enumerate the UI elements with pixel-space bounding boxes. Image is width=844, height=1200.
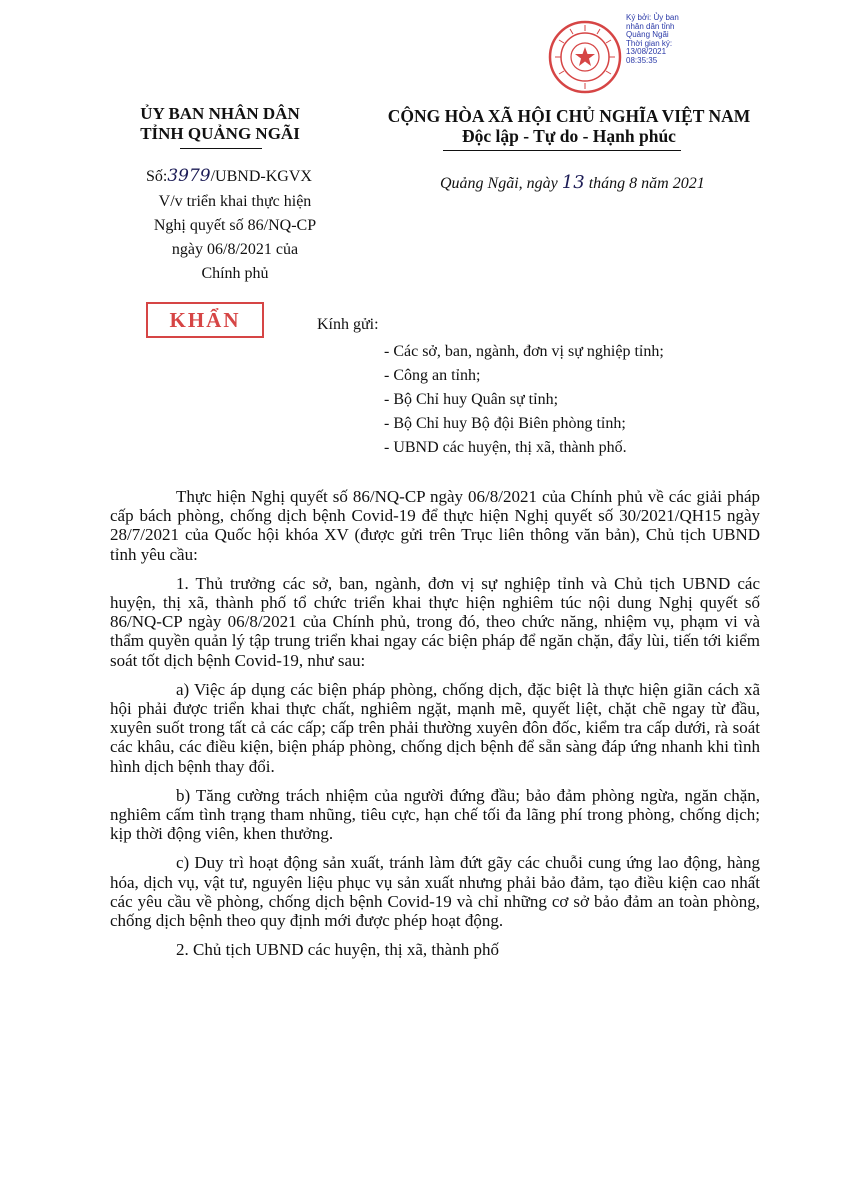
digital-signature-info: [626, 14, 706, 66]
body-paragraph-item-1a: a) Việc áp dụng các biện pháp phòng, chống dịch, đặc biệt là thực hiện giãn cách xã hội phải được triển khai thực chất, nghiêm ngặt, mạnh mẽ, quyết liệt, chặt chẽ ngay từ đầu, xuyên suốt trong tất cả các cấp; cấp trên phải thường xuyên đôn đốc, kiểm tra cấp dưới, rà soát các khâu, các điều kiện, biện pháp phòng, chống dịch bệnh để sẵn sàng đáp ứng nhanh khi tình hình dịch bệnh thay đổi.: [110, 679, 760, 776]
signature-line: Thời gian ký:: [626, 38, 673, 48]
subject-line: ngày 06/8/2021 của: [171, 241, 299, 258]
recipient-item: - Bộ Chỉ huy Bộ đội Biên phòng tỉnh;: [384, 415, 626, 432]
official-seal-icon: [548, 20, 622, 94]
subject-line: Nghị quyết số 86/NQ-CP: [153, 217, 317, 234]
body-paragraph-item-1c: c) Duy trì hoạt động sản xuất, tránh làm đứt gãy các chuỗi cung ứng lao động, hàng hóa, dịch vụ, vật tư, nguyên liệu phục vụ sản xuất nhưng phải bảo đảm, tạo điều kiện cao nhất các yêu cầu về phòng, chống dịch bệnh Covid-19 và chỉ những cơ sở bảo đảm an toàn phòng, chống dịch bệnh theo quy định mới được phép hoạt động.: [110, 853, 760, 931]
document-number: [146, 166, 312, 186]
issuing-agency: [110, 104, 330, 144]
recipient-item: - Bộ Chỉ huy Quân sự tỉnh;: [384, 391, 559, 408]
motto-underline: [443, 150, 681, 151]
recipient-item: - UBND các huyện, thị xã, thành phố.: [384, 439, 627, 456]
doc-number-prefix: Số:: [146, 168, 168, 185]
body-paragraph-item-1b: b) Tăng cường trách nhiệm của người đứng đầu; bảo đảm phòng ngừa, ngăn chặn, nghiêm cấm tình trạng tham nhũng, tiêu cực, hạn chế tối đa lãng phí trong phòng, chống dịch; kịp thời động viên, khen thưởng.: [110, 785, 760, 844]
signature-line: 13/08/2021: [626, 47, 667, 57]
document-subject: [120, 190, 350, 286]
recipient-item: - Công an tỉnh;: [384, 367, 481, 384]
agency-underline: [180, 148, 262, 149]
subject-line: V/v triển khai thực hiện: [158, 193, 312, 210]
document-date: [440, 172, 705, 193]
recipient-list: [384, 340, 664, 460]
body-paragraph-item-2: 2. Chủ tịch UBND các huyện, thị xã, thành phố: [176, 940, 499, 960]
recipient-item: - Các sở, ban, ngành, đơn vị sự nghiệp tỉnh;: [384, 343, 664, 360]
signature-line: Ký bởi: Ủy ban: [626, 13, 679, 22]
doc-number-suffix: /UBND-KGVX: [210, 168, 312, 185]
nation-title: CỘNG HÒA XÃ HỘI CHỦ NGHĨA VIỆT NAM: [387, 106, 751, 126]
signature-line: Quảng Ngãi: [626, 30, 669, 40]
date-before: Quảng Ngãi, ngày: [440, 175, 558, 192]
national-heading: [374, 106, 764, 146]
signature-line: nhân dân tỉnh: [626, 21, 675, 31]
nation-motto: Độc lập - Tự do - Hạnh phúc: [462, 126, 676, 146]
agency-line-1: ỦY BAN NHÂN DÂN: [140, 104, 300, 123]
date-day-handwritten: 13: [561, 172, 585, 193]
body-paragraph-item-1: 1. Thủ trưởng các sở, ban, ngành, đơn vị sự nghiệp tỉnh và Chủ tịch UBND các huyện, thị xã, thành phố tổ chức triển khai thực hiện nghiêm túc nội dung Nghị quyết số 86/NQ-CP ngày 06/8/2021 của Chính phủ, trong đó, theo chức năng, nhiệm vụ, phạm vi và thẩm quyền quản lý tập trung triển khai ngay các biện pháp để ngăn chặn, đẩy lùi, tiến tới kiểm soát tốt dịch bệnh Covid-19, như sau:: [110, 573, 760, 670]
urgent-stamp: KHẨN: [146, 302, 264, 338]
body-paragraph-intro: Thực hiện Nghị quyết số 86/NQ-CP ngày 06/8/2021 của Chính phủ về các giải pháp cấp bách phòng, chống dịch bệnh Covid-19 để thực hiện Nghị quyết số 30/2021/QH15 ngày 28/7/2021 của Quốc hội khóa XV (được gửi trên Trục liên thông văn bản), Chủ tịch UBND tỉnh yêu cầu:: [110, 487, 760, 564]
subject-line: Chính phủ: [201, 265, 269, 282]
document-body: [110, 487, 760, 959]
doc-number-handwritten: 3979: [167, 166, 211, 186]
signature-line: 08:35:35: [626, 55, 658, 65]
agency-line-2: TỈNH QUẢNG NGÃI: [140, 124, 300, 143]
date-after: tháng 8 năm 2021: [588, 175, 705, 192]
salutation: Kính gửi:: [317, 316, 379, 333]
